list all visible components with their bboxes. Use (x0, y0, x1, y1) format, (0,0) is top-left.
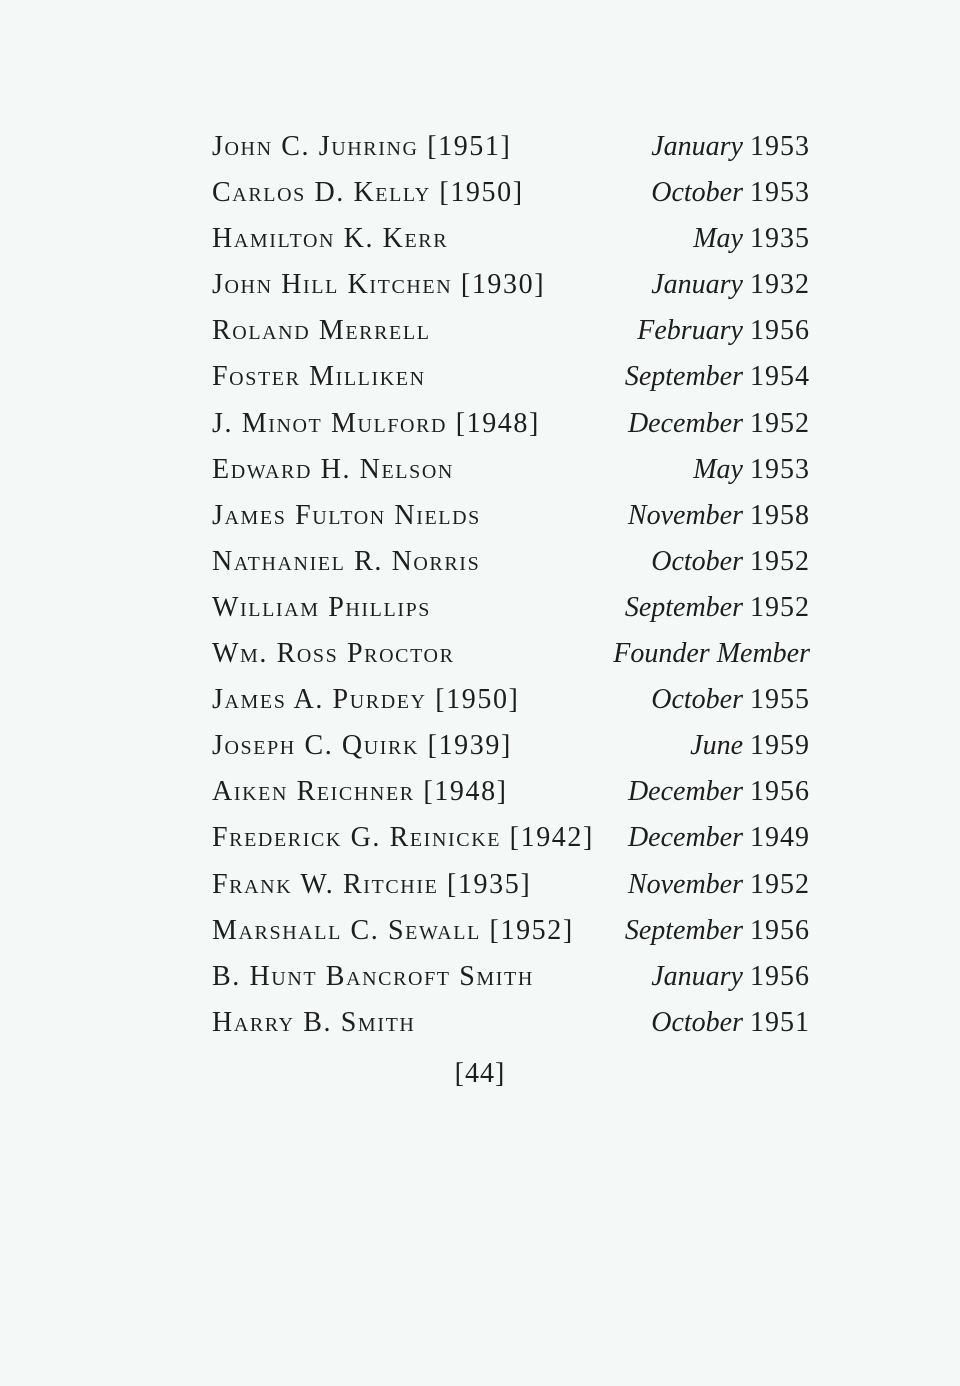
member-date: October 1952 (651, 545, 810, 577)
member-name: James Fulton Nields (212, 499, 481, 531)
member-row (212, 170, 810, 216)
member-name: Aiken Reichner [1948] (212, 776, 508, 808)
member-date: December 1949 (627, 822, 810, 854)
member-date: January 1956 (651, 960, 810, 992)
member-name: John C. Juhring [1951] (212, 131, 512, 162)
member-name: Carlos D. Kelly [1950] (212, 177, 524, 209)
member-row (212, 723, 810, 769)
member-date: October 1953 (651, 177, 810, 209)
member-name: Frederick G. Reinicke [1942] (212, 822, 594, 854)
member-row (212, 539, 810, 585)
member-row (212, 585, 810, 631)
member-row (212, 908, 810, 954)
member-roster (212, 124, 810, 1046)
member-name: Hamilton K. Kerr (212, 223, 449, 255)
member-date: September 1952 (624, 591, 810, 623)
member-date: Founder Member (613, 638, 810, 670)
member-name: B. Hunt Bancroft Smith (212, 960, 534, 992)
member-name: Foster Milliken (212, 361, 426, 393)
member-row (212, 262, 810, 308)
member-row (212, 308, 810, 354)
member-row (212, 354, 810, 400)
member-date: December 1956 (627, 776, 810, 808)
member-name: Joseph C. Quirk [1939] (212, 730, 512, 762)
member-date: December 1952 (627, 407, 810, 439)
member-date: January 1953 (651, 131, 810, 162)
member-date: November 1952 (627, 868, 810, 900)
member-row (212, 815, 810, 861)
member-date: February 1956 (637, 315, 810, 347)
member-name: William Phillips (212, 591, 432, 623)
member-row (212, 447, 810, 493)
member-name: Frank W. Ritchie [1935] (212, 868, 532, 900)
member-row (212, 216, 810, 262)
member-date: October 1955 (651, 684, 810, 716)
member-name: Nathaniel R. Norris (212, 545, 481, 577)
member-date: May 1935 (693, 223, 810, 255)
member-row (212, 631, 810, 677)
member-name: Wm. Ross Proctor (212, 638, 455, 670)
member-name: Roland Merrell (212, 315, 431, 347)
member-name: John Hill Kitchen [1930] (212, 269, 546, 301)
member-row (212, 124, 810, 170)
member-date: January 1932 (651, 269, 810, 301)
member-row (212, 401, 810, 447)
page-number: [44] (454, 1058, 506, 1089)
member-date: June 1959 (690, 730, 810, 762)
member-name: Edward H. Nelson (212, 453, 454, 485)
member-name: James A. Purdey [1950] (212, 684, 520, 716)
member-name: Marshall C. Sewall [1952] (212, 914, 574, 946)
member-row (212, 1000, 810, 1046)
member-name: Harry B. Smith (212, 1006, 416, 1038)
member-date: September 1956 (624, 914, 810, 946)
member-date: October 1951 (651, 1006, 810, 1038)
member-date: May 1953 (693, 453, 810, 485)
member-row (212, 493, 810, 539)
member-date: November 1958 (627, 499, 810, 531)
member-name: J. Minot Mulford [1948] (212, 407, 540, 439)
member-row (212, 954, 810, 1000)
member-row (212, 862, 810, 908)
member-row (212, 769, 810, 815)
member-date: September 1954 (624, 361, 810, 393)
member-row (212, 677, 810, 723)
